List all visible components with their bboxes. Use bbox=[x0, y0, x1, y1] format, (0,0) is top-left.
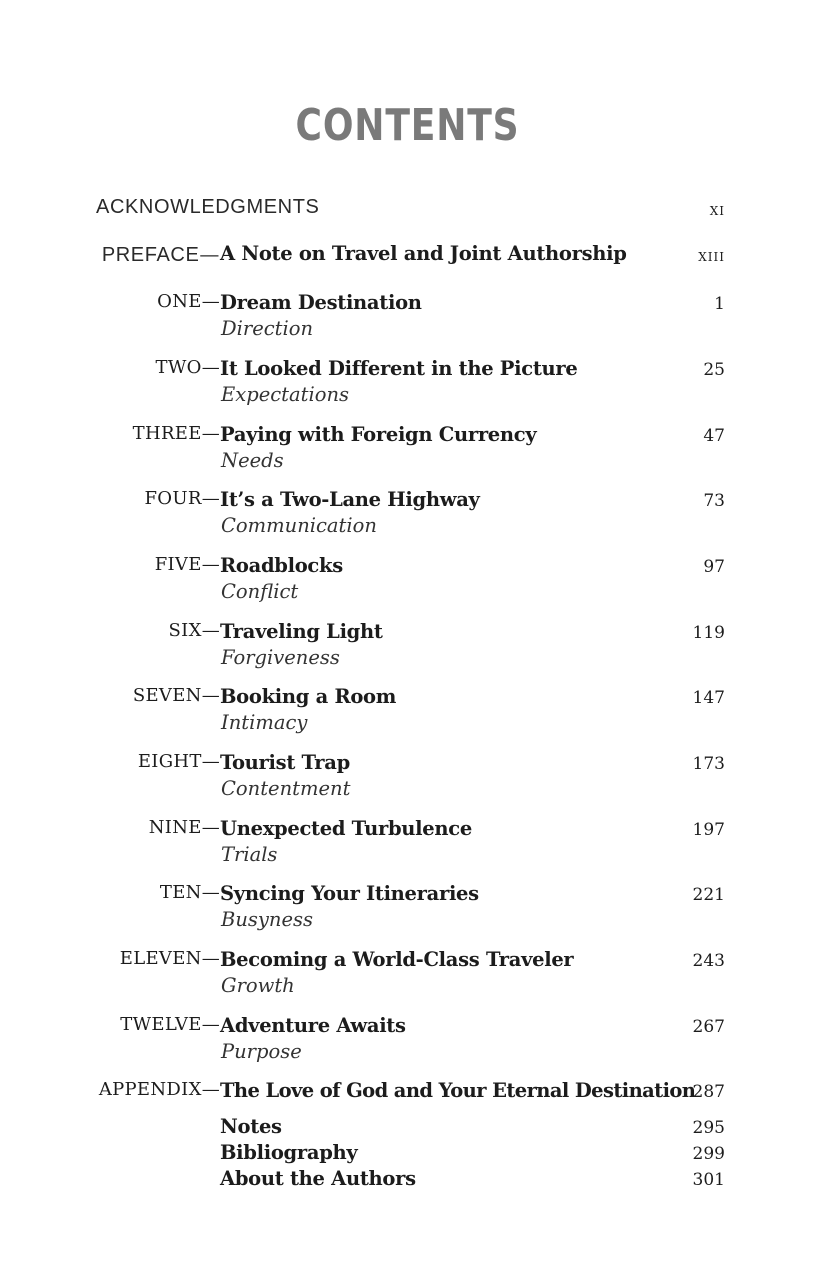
toc-label: TWO bbox=[155, 357, 202, 378]
toc-subtitle: Needs bbox=[221, 449, 284, 472]
toc-subtitle: Communication bbox=[221, 514, 377, 537]
toc-subtitle: Growth bbox=[221, 974, 295, 997]
toc-title: Adventure Awaits bbox=[220, 1014, 406, 1037]
toc-page-number: 197 bbox=[692, 820, 725, 840]
toc-label: SIX bbox=[168, 620, 202, 641]
toc-label: SEVEN bbox=[132, 685, 202, 706]
toc-page-number: 299 bbox=[692, 1144, 725, 1164]
toc-label: ONE bbox=[157, 291, 202, 312]
contents-page: CONTENTS ACKNOWLEDGMENTS xi PREFACE— A Note on Travel and Joint Authorship xiii ONE— Dream Destination Direction 1 TWO— It Looked Different in the Picture Expectations 25 THREE— Paying with Foreign Currency Needs 47 FOUR— It’s a Two-Lane Highway Communication 73 FIVE— Roadblocks Conflict 97 SIX— Traveling Light Forgiveness 119 SEVEN— Booking a Room Intimacy 147 EIGHT— Tourist Trap Contentment 173 NINE— Unexpected Turbulence Trials 197 TEN— Syncing Your Itineraries Busyness 221 ELEVEN— Becoming a World-Class Traveler Growth 243 TWELVE— Adventure Awaits Purpose 267 APPENDIX— The Love of God and Your Eternal Destination 287 Notes 295 Bibliography 299 About the Authors 301 bbox=[0, 0, 815, 1280]
toc-label: TWELVE bbox=[120, 1014, 202, 1035]
toc-page-number: 221 bbox=[692, 885, 725, 905]
toc-title: Tourist Trap bbox=[220, 751, 350, 774]
toc-page-number: xi bbox=[709, 200, 725, 220]
toc-subtitle: Busyness bbox=[221, 908, 314, 931]
toc-page-number: 1 bbox=[714, 294, 725, 314]
toc-title: Roadblocks bbox=[220, 554, 343, 577]
toc-page-number: 119 bbox=[692, 623, 725, 643]
toc-label: APPENDIX bbox=[98, 1079, 202, 1100]
toc-title: The Love of God and Your Eternal Destination bbox=[220, 1079, 696, 1102]
toc-subtitle: Trials bbox=[221, 843, 278, 866]
toc-title: Dream Destination bbox=[220, 291, 422, 314]
toc-page-number: 73 bbox=[703, 491, 725, 511]
toc-label: ELEVEN bbox=[119, 948, 202, 969]
toc-title: About the Authors bbox=[220, 1167, 416, 1190]
toc-page-number: 243 bbox=[692, 951, 725, 971]
toc-label: FIVE bbox=[154, 554, 202, 575]
toc-label: FOUR bbox=[144, 488, 202, 509]
toc-label: EIGHT bbox=[137, 751, 202, 772]
toc-subtitle: Purpose bbox=[221, 1040, 302, 1063]
toc-title: Unexpected Turbulence bbox=[220, 817, 472, 840]
toc-page-number: 267 bbox=[692, 1017, 725, 1037]
toc-subtitle: Direction bbox=[221, 317, 314, 340]
toc-subtitle: Forgiveness bbox=[221, 646, 340, 669]
toc-page-number: xiii bbox=[698, 246, 725, 266]
toc-title: It Looked Different in the Picture bbox=[220, 357, 578, 380]
toc-label: TEN bbox=[159, 882, 202, 903]
toc-label: THREE bbox=[132, 423, 202, 444]
toc-title: Traveling Light bbox=[220, 620, 383, 643]
toc-title: Notes bbox=[220, 1115, 282, 1138]
toc-page-number: 147 bbox=[692, 688, 725, 708]
toc-label: PREFACE bbox=[101, 244, 200, 266]
toc-label: NINE bbox=[148, 817, 202, 838]
page-title: CONTENTS bbox=[295, 100, 520, 151]
toc-label: ACKNOWLEDGMENTS bbox=[96, 196, 320, 218]
toc-subtitle: Expectations bbox=[221, 383, 350, 406]
toc-page-number: 295 bbox=[692, 1118, 725, 1138]
toc-page-number: 287 bbox=[692, 1082, 725, 1102]
toc-subtitle: Intimacy bbox=[221, 711, 308, 734]
toc-page-number: 25 bbox=[703, 360, 725, 380]
toc-title: Paying with Foreign Currency bbox=[220, 423, 537, 446]
toc-page-number: 47 bbox=[703, 426, 725, 446]
toc-title: Bibliography bbox=[220, 1141, 358, 1164]
toc-title: A Note on Travel and Joint Authorship bbox=[220, 242, 627, 265]
toc-title: It’s a Two-Lane Highway bbox=[220, 488, 480, 511]
toc-title: Booking a Room bbox=[220, 685, 397, 708]
toc-subtitle: Contentment bbox=[221, 777, 351, 800]
toc-subtitle: Conflict bbox=[221, 580, 299, 603]
toc-title: Syncing Your Itineraries bbox=[220, 882, 479, 905]
toc-page-number: 97 bbox=[703, 557, 725, 577]
toc-title: Becoming a World-Class Traveler bbox=[220, 948, 574, 971]
toc-page-number: 173 bbox=[692, 754, 725, 774]
toc-page-number: 301 bbox=[692, 1170, 725, 1190]
